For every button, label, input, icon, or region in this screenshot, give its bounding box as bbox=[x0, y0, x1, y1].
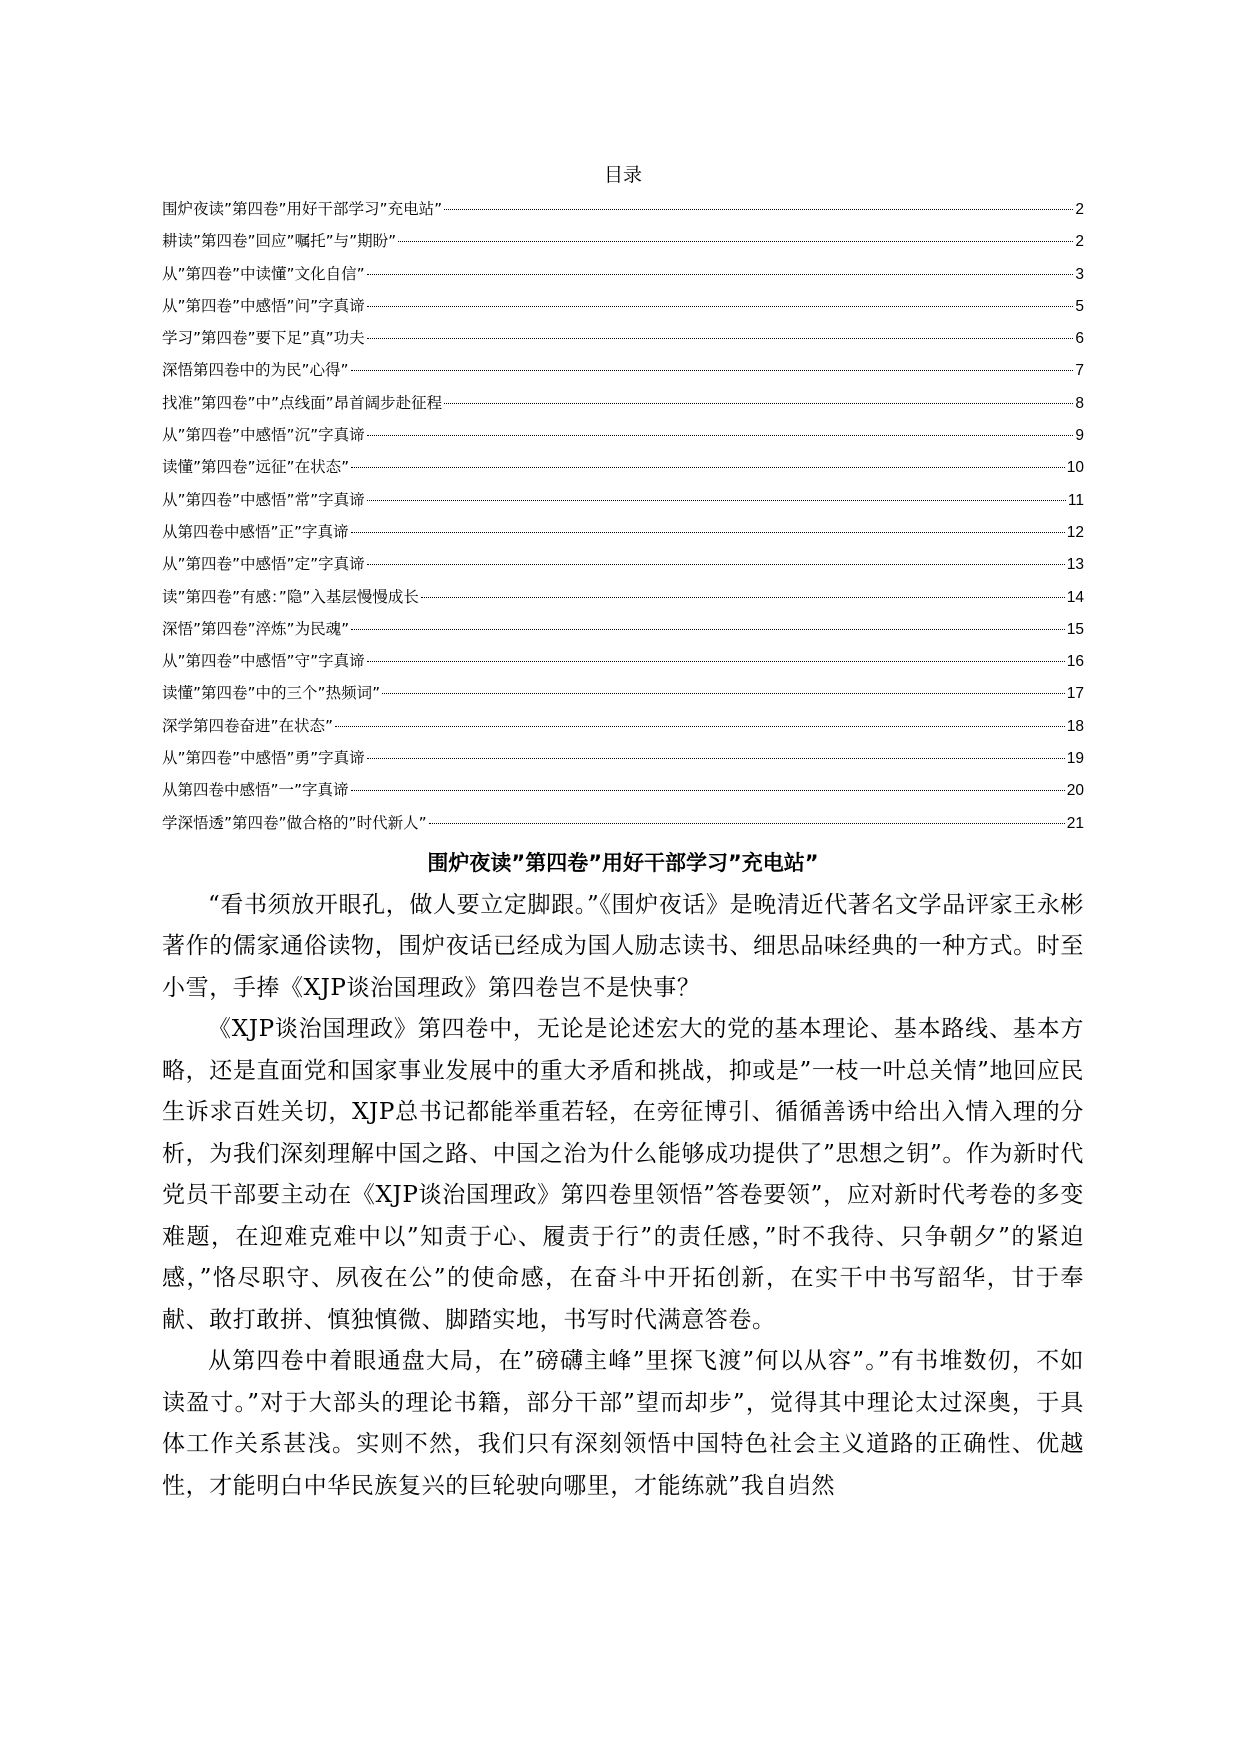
toc-dot-leader bbox=[398, 241, 1073, 242]
toc-entry[interactable] bbox=[162, 516, 1084, 548]
toc-page-number: 7 bbox=[1075, 362, 1084, 380]
toc-page-number: 11 bbox=[1067, 491, 1084, 509]
toc-entry-title: 从”第四卷”中感悟”沉”字真谛 bbox=[162, 426, 365, 445]
toc-entry-title: 深悟第四卷中的为民”心得” bbox=[162, 361, 349, 380]
toc-entry-title: 从”第四卷”中读懂”文化自信” bbox=[162, 264, 365, 283]
toc-entry-title: 从”第四卷”中感悟”定”字真谛 bbox=[162, 555, 365, 574]
toc-page-number: 10 bbox=[1066, 459, 1084, 477]
toc-dot-leader bbox=[367, 500, 1066, 501]
toc-dot-leader bbox=[335, 726, 1065, 727]
toc-entry[interactable] bbox=[162, 613, 1084, 645]
article-paragraph: 《XJP谈治国理政》第四卷中，无论是论述宏大的党的基本理论、基本路线、基本方略，还是直面党和国家事业发展中的重大矛盾和挑战，抑或是”一枝一叶总关情”地回应民生诉求百姓关切，XJP总书记都能举重若轻，在旁征博引、循循善诱中给出入情入理的分析，为我们深刻理解中国之路、中国之治为什么能够成功提供了”思想之钥”。作为新时代党员干部要主动在《XJP谈治国理政》第四卷里领悟”答卷要领”，应对新时代考卷的多变难题，在迎难克难中以”知责于心、履责于行”的责任感，”时不我待、只争朝夕”的紧迫感，”恪尽职守、夙夜在公”的使命感，在奋斗中开拓创新，在实干中书写韶华，甘于奉献、敢打敢拼、慎独慎微、脚踏实地，书写时代满意答卷。 bbox=[162, 1016, 1084, 1333]
toc-entry[interactable] bbox=[162, 258, 1084, 290]
toc-dot-leader bbox=[351, 790, 1065, 791]
toc-dot-leader bbox=[421, 597, 1065, 598]
toc-dot-leader bbox=[351, 467, 1065, 468]
toc-dot-leader bbox=[444, 403, 1073, 404]
toc-entry[interactable] bbox=[162, 645, 1084, 677]
toc-entry-title: 从”第四卷”中感悟”守”字真谛 bbox=[162, 652, 365, 671]
toc-dot-leader bbox=[367, 758, 1065, 759]
table-of-contents bbox=[162, 193, 1084, 839]
toc-page-number: 6 bbox=[1075, 330, 1084, 348]
toc-dot-leader bbox=[367, 306, 1074, 307]
toc-entry[interactable] bbox=[162, 354, 1084, 386]
toc-title: 目录 bbox=[603, 164, 642, 186]
toc-entry[interactable] bbox=[162, 581, 1084, 613]
toc-page-number: 8 bbox=[1075, 394, 1084, 412]
toc-page-number: 2 bbox=[1075, 201, 1084, 218]
toc-entry[interactable] bbox=[162, 484, 1084, 516]
toc-entry[interactable] bbox=[162, 193, 1084, 225]
toc-page-number: 18 bbox=[1066, 717, 1084, 735]
toc-dot-leader bbox=[367, 338, 1074, 339]
toc-entry[interactable] bbox=[162, 742, 1084, 774]
toc-dot-leader bbox=[367, 274, 1074, 275]
toc-dot-leader bbox=[351, 629, 1065, 630]
toc-page-number: 13 bbox=[1066, 556, 1084, 574]
toc-dot-leader bbox=[444, 209, 1073, 210]
toc-entry[interactable] bbox=[162, 225, 1084, 257]
toc-entry[interactable] bbox=[162, 451, 1084, 483]
article-body bbox=[162, 885, 1084, 1508]
toc-page-number: 9 bbox=[1075, 427, 1084, 445]
toc-page-number: 5 bbox=[1075, 297, 1084, 315]
toc-dot-leader bbox=[382, 693, 1065, 694]
toc-entry[interactable] bbox=[162, 710, 1084, 742]
toc-entry-title: 从”第四卷”中感悟”勇”字真谛 bbox=[162, 749, 365, 768]
toc-entry-title: 从”第四卷”中感悟”常”字真谛 bbox=[162, 490, 365, 509]
toc-entry[interactable] bbox=[162, 677, 1084, 709]
toc-page-number: 17 bbox=[1066, 685, 1084, 703]
toc-entry-title: 从第四卷中感悟”正”字真谛 bbox=[162, 522, 349, 541]
toc-entry[interactable] bbox=[162, 387, 1084, 419]
toc-page-number: 20 bbox=[1066, 782, 1084, 800]
toc-entry-title: 深学第四卷奋进”在状态” bbox=[162, 716, 334, 735]
toc-entry-title: 从第四卷中感悟”一”字真谛 bbox=[162, 781, 349, 800]
toc-entry-title: 从”第四卷”中感悟”问”字真谛 bbox=[162, 296, 365, 315]
toc-page-number: 16 bbox=[1066, 653, 1084, 671]
toc-entry[interactable] bbox=[162, 807, 1084, 839]
toc-entry-title: 学深悟透”第四卷”做合格的”时代新人” bbox=[162, 813, 427, 832]
article-paragraph: 从第四卷中着眼通盘大局，在”磅礴主峰”里探飞渡”何以从容”。”有书堆数仞，不如读盈寸。”对于大部头的理论书籍，部分干部”望而却步”，觉得其中理论太过深奥，于具体工作关系甚浅。实则不然，我们只有深刻领悟中国特色社会主义道路的正确性、优越性，才能明白中华民族复兴的巨轮驶向哪里，才能练就”我自岿然 bbox=[162, 1348, 1084, 1499]
toc-page-number: 19 bbox=[1066, 750, 1084, 768]
toc-entry-title: 耕读”第四卷”回应”嘱托”与”期盼” bbox=[162, 232, 397, 251]
toc-page-number: 14 bbox=[1066, 588, 1084, 606]
toc-entry[interactable] bbox=[162, 290, 1084, 322]
toc-dot-leader bbox=[367, 661, 1065, 662]
article-paragraph: “看书须放开眼孔，做人要立定脚跟。”《围炉夜话》是晚清近代著名文学品评家王永彬著作的儒家通俗读物，围炉夜话已经成为国人励志读书、细思品味经典的一种方式。时至小雪，手捧《XJP谈治国理政》第四卷岂不是快事？ bbox=[162, 891, 1084, 1001]
toc-page-number: 3 bbox=[1075, 265, 1084, 283]
toc-entry[interactable] bbox=[162, 322, 1084, 354]
toc-dot-leader bbox=[367, 564, 1065, 565]
toc-entry-title: 深悟”第四卷”淬炼”为民魂” bbox=[162, 619, 350, 638]
toc-entry-title: 读”第四卷”有感：”隐”入基层慢慢成长 bbox=[162, 587, 419, 606]
document-page bbox=[162, 160, 1084, 1507]
toc-entry-title: 围炉夜读”第四卷”用好干部学习”充电站” bbox=[162, 200, 443, 218]
toc-entry[interactable] bbox=[162, 419, 1084, 451]
toc-dot-leader bbox=[429, 823, 1065, 824]
toc-dot-leader bbox=[367, 435, 1074, 436]
toc-page-number: 15 bbox=[1066, 620, 1084, 638]
toc-dot-leader bbox=[351, 370, 1074, 371]
toc-page-number: 12 bbox=[1066, 523, 1084, 541]
toc-entry-title: 读懂”第四卷”中的三个”热频词” bbox=[162, 684, 381, 703]
toc-dot-leader bbox=[351, 532, 1065, 533]
article-title: 围炉夜读”第四卷”用好干部学习”充电站” bbox=[427, 850, 819, 875]
toc-page-number: 21 bbox=[1066, 814, 1084, 832]
toc-entry-title: 学习”第四卷”要下足”真”功夫 bbox=[162, 329, 365, 348]
toc-page-number: 2 bbox=[1075, 233, 1084, 251]
toc-entry[interactable] bbox=[162, 774, 1084, 806]
toc-entry[interactable] bbox=[162, 548, 1084, 580]
toc-entry-title: 读懂”第四卷”远征”在状态” bbox=[162, 458, 350, 477]
toc-entry-title: 找准”第四卷”中”点线面”昂首阔步赴征程 bbox=[162, 393, 443, 412]
